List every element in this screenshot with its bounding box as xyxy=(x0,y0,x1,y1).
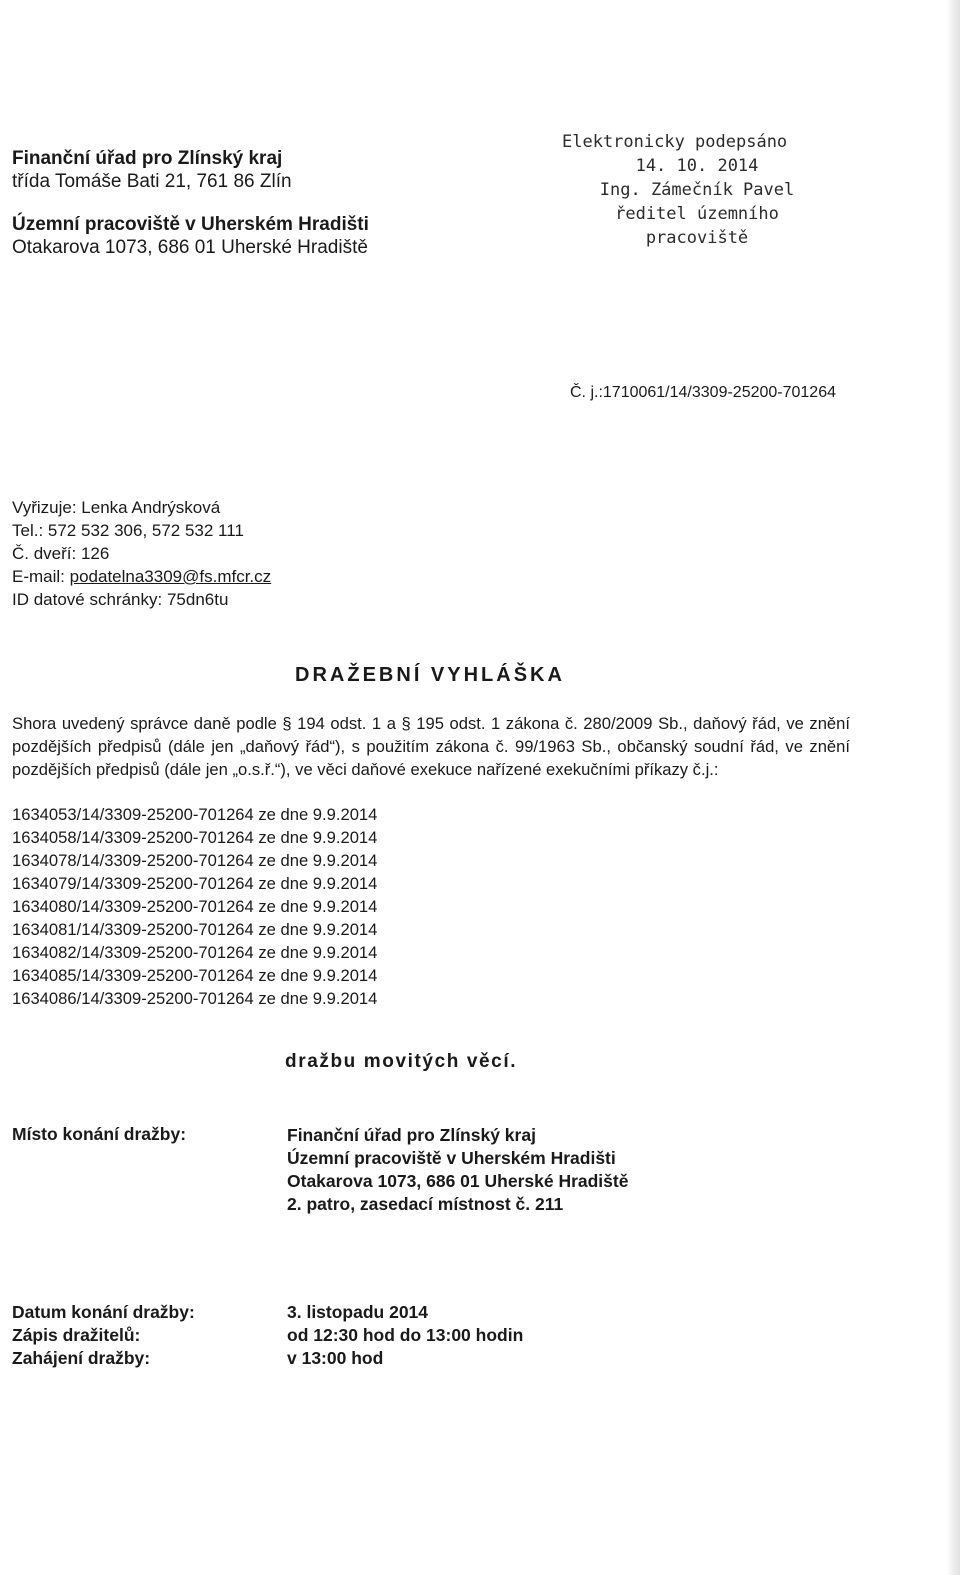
databox-id: ID datové schránky: 75dn6tu xyxy=(12,590,229,609)
detail-value: v 13:00 hod xyxy=(287,1348,384,1368)
branch-name: Územní pracoviště v Uherském Hradišti xyxy=(12,214,369,235)
detail-row-start xyxy=(12,1347,523,1370)
document-title: DRAŽEBNÍ VYHLÁŠKA xyxy=(295,664,565,686)
order-item: 1634086/14/3309-25200-701264 ze dne 9.9.2014 xyxy=(12,989,378,1008)
branch-address: Otakarova 1073, 686 01 Uherské Hradiště xyxy=(12,237,368,258)
order-item: 1634058/14/3309-25200-701264 ze dne 9.9.2014 xyxy=(12,828,378,847)
email-label: E-mail: xyxy=(12,567,70,586)
order-item: 1634079/14/3309-25200-701264 ze dne 9.9.2014 xyxy=(12,874,378,893)
signatory-role: ředitel územního xyxy=(615,204,779,224)
order-item: 1634078/14/3309-25200-701264 ze dne 9.9.2014 xyxy=(12,851,378,870)
signatory-role-cont: pracoviště xyxy=(645,228,749,248)
email-line xyxy=(12,565,512,588)
place-line: Finanční úřad pro Zlínský kraj xyxy=(287,1125,536,1145)
place-label: Místo konání dražby: xyxy=(12,1124,187,1144)
order-item: 1634053/14/3309-25200-701264 ze dne 9.9.2014 xyxy=(12,805,378,824)
order-item: 1634082/14/3309-25200-701264 ze dne 9.9.2014 xyxy=(12,943,378,962)
order-item: 1634081/14/3309-25200-701264 ze dne 9.9.2014 xyxy=(12,920,378,939)
auction-details xyxy=(12,1301,523,1370)
signature-date: 14. 10. 2014 xyxy=(635,156,759,176)
electronic-signature-stamp xyxy=(562,130,832,250)
detail-label: Datum konání dražby: xyxy=(12,1302,195,1322)
office-name: Finanční úřad pro Zlínský kraj xyxy=(12,148,283,169)
sender-block xyxy=(12,147,432,259)
orders-list xyxy=(12,803,512,1010)
detail-label: Zápis dražitelů: xyxy=(12,1325,141,1345)
contact-block xyxy=(12,496,512,611)
place-line: 2. patro, zasedací místnost č. 211 xyxy=(287,1194,564,1214)
order-item: 1634080/14/3309-25200-701264 ze dne 9.9.2014 xyxy=(12,897,378,916)
email-link[interactable]: podatelna3309@fs.mfcr.cz xyxy=(69,567,272,586)
auction-subject: dražbu movitých věcí. xyxy=(285,1051,518,1072)
handler: Vyřizuje: Lenka Andrýsková xyxy=(12,498,221,517)
detail-row-date xyxy=(12,1301,523,1324)
office-address: třída Tomáše Bati 21, 761 86 Zlín xyxy=(12,171,292,192)
detail-value: od 12:30 hod do 13:00 hodin xyxy=(287,1325,524,1345)
order-item: 1634085/14/3309-25200-701264 ze dne 9.9.2014 xyxy=(12,966,378,985)
page-edge-shadow xyxy=(946,0,960,1575)
detail-value: 3. listopadu 2014 xyxy=(287,1302,429,1322)
door-number: Č. dveří: 126 xyxy=(12,544,110,563)
intro-paragraph: Shora uvedený správce daně podle § 194 odst. 1 a § 195 odst. 1 zákona č. 280/2009 Sb., daňový řád, ve znění pozdějších předpisů (dále jen „daňový řád“), s použitím zákona č. 99/1963 Sb., občanský soudní řád, ve znění pozdějších předpisů (dále jen „o.s.ř.“), ve věci daňové exekuce nařízené exekučními příkazy č.j.: xyxy=(12,714,850,779)
detail-label: Zahájení dražby: xyxy=(12,1348,151,1368)
place-address xyxy=(287,1124,628,1216)
signatory-name: Ing. Zámečník Pavel xyxy=(599,180,795,200)
phone: Tel.: 572 532 306, 572 532 111 xyxy=(12,521,244,540)
reference-number: Č. j.:1710061/14/3309-25200-701264 xyxy=(570,384,836,401)
place-line: Územní pracoviště v Uherském Hradišti xyxy=(287,1148,616,1168)
signature-line: Elektronicky podepsáno xyxy=(562,132,788,152)
detail-row-registration xyxy=(12,1324,523,1347)
place-line: Otakarova 1073, 686 01 Uherské Hradiště xyxy=(287,1171,629,1191)
